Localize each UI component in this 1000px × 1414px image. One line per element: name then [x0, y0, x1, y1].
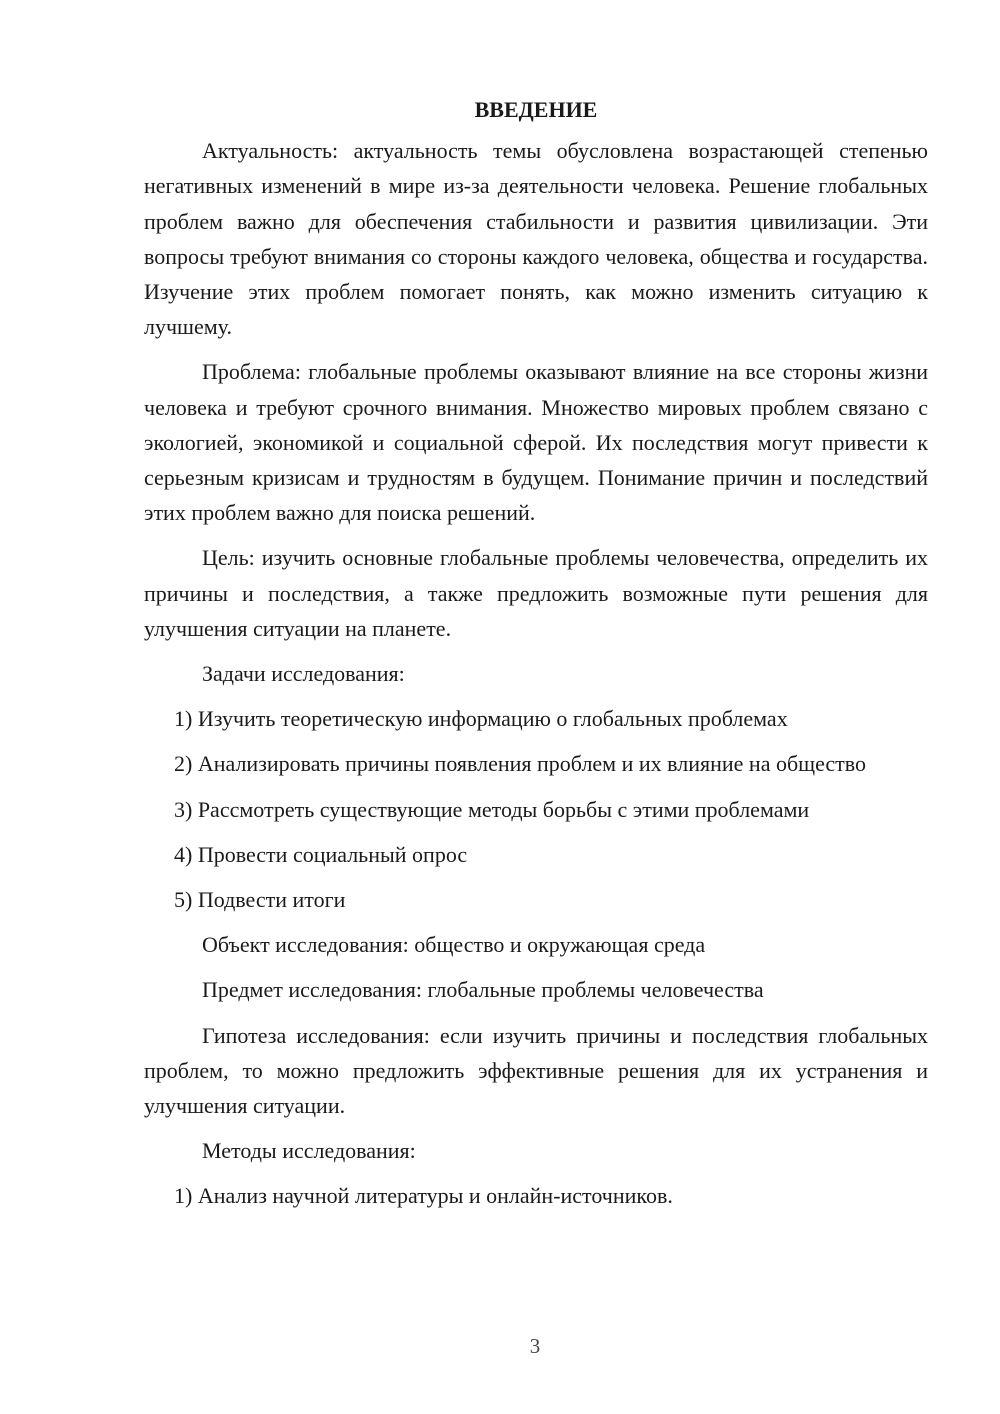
task-item: 3) Рассмотреть существующие методы борьбы с этими проблемами [174, 796, 810, 822]
method-item: 1) Анализ научной литературы и онлайн-источников. [174, 1183, 673, 1209]
research-subject: Предмет исследования: глобальные проблемы человечества [202, 977, 764, 1003]
methods-heading: Методы исследования: [202, 1138, 416, 1164]
task-item: 4) Провести социальный опрос [174, 841, 468, 867]
tasks-heading: Задачи исследования: [202, 661, 405, 687]
paragraph-problem: Проблема: глобальные проблемы оказывают влияние на все стороны жизни человека и требуют срочного внимания. Множество мировых проблем связано с экологией, экономикой и социальной сферой. Их последствия могут привести к серьезным кризисам и трудностям в будущем. Понимание причин и последствий этих проблем важно для поиска решений. [144, 359, 928, 526]
task-item: 5) Подвести итоги [174, 887, 346, 913]
paragraph-relevance: Актуальность: актуальность темы обусловлена возрастающей степенью негативных изменений в мире из-за деятельности человека. Решение глобальных проблем важно для обеспечения стабильности и развития цивилизации. Эти вопросы требуют внимания со стороны каждого человека, общества и государства. Изучение этих проблем помогает понять, как можно изменить ситуацию к лучшему. [144, 138, 928, 340]
task-item: 2) Анализировать причины появления проблем и их влияние на общество [174, 751, 867, 777]
document-title: ВВЕДЕНИЕ [474, 97, 598, 122]
document-body [144, 92, 928, 1224]
research-object: Объект исследования: общество и окружающая среда [202, 932, 706, 958]
paragraph-goal: Цель: изучить основные глобальные проблемы человечества, определить их причины и последствия, а также предложить возможные пути решения для улучшения ситуации на планете. [144, 545, 928, 641]
page-number: 3 [529, 1334, 541, 1358]
task-item: 1) Изучить теоретическую информацию о глобальных проблемах [174, 706, 788, 732]
research-hypothesis: Гипотеза исследования: если изучить причины и последствия глобальных проблем, то можно предложить эффективные решения для их устранения и улучшения ситуации. [144, 1022, 928, 1119]
